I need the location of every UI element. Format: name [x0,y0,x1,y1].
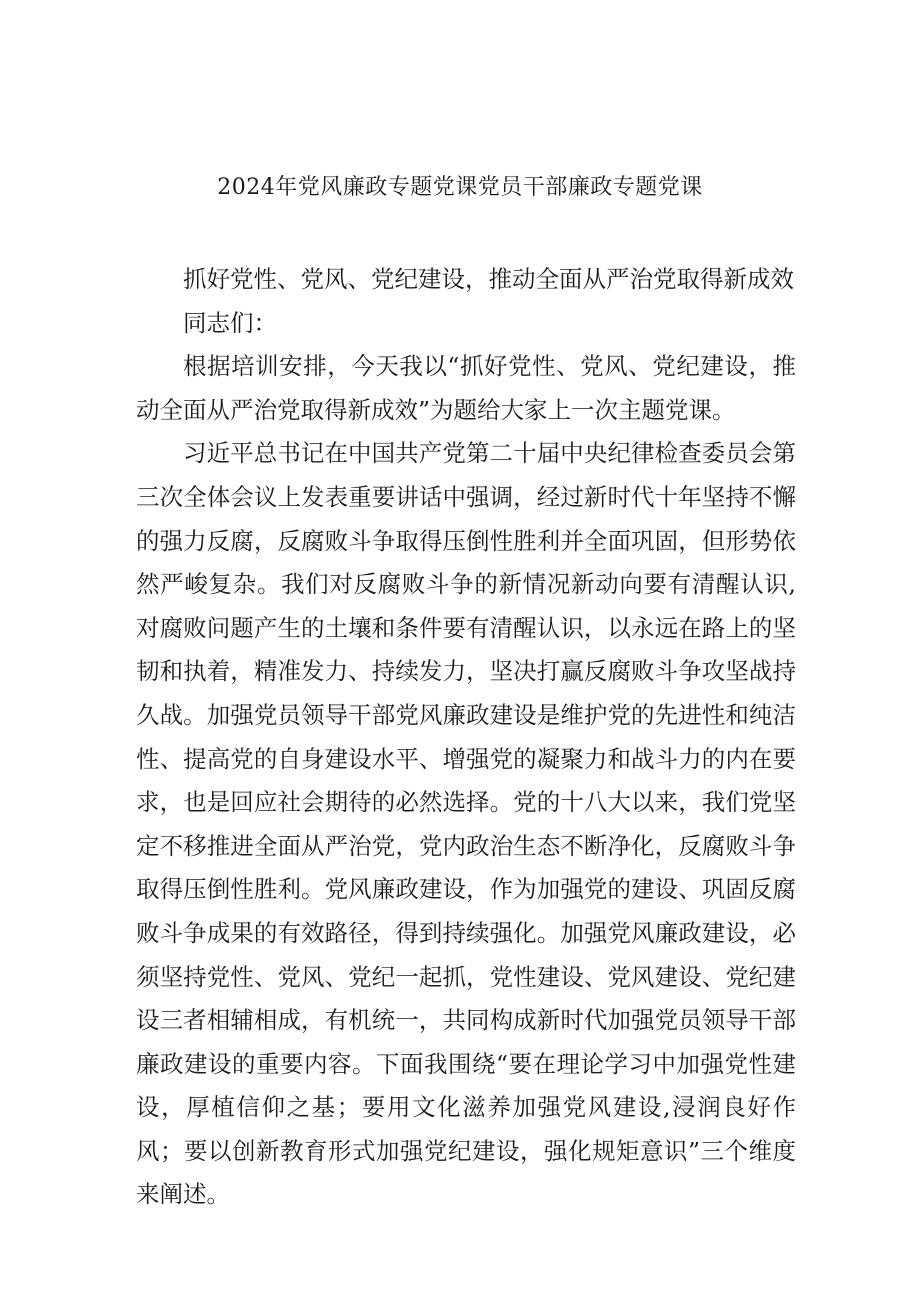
salutation: 同志们： [183,308,277,337]
document-title: 2024年党风廉政专题党课党员干部廉政专题党课 [217,175,703,200]
document-body [136,258,796,1217]
lecture-subtitle: 抓好党性、党风、党纪建设，推动全面从严治党取得新成效 [183,265,794,293]
main-paragraph: 习近平总书记在中国共产党第二十届中央纪律检查委员会第三次全体会议上发表重要讲话中强调，经过新时代十年坚持不懈的强力反腐，反腐败斗争取得压倒性胜利并全面巩固，但形势依然严峻复杂。我们对反腐败斗争的新情况新动向要有清醒认识,对腐败问题产生的土壤和条件要有清醒认识，以永远在路上的坚韧和执着，精准发力、持续发力，坚决打赢反腐败斗争攻坚战持久战。加强党员领导干部党风廉政建设是维护党的先进性和纯洁性、提高党的自身建设水平、增强党的凝聚力和战斗力的内在要求，也是回应社会期待的必然选择。党的十八大以来，我们党坚定不移推进全面从严治党，党内政治生态不断净化，反腐败斗争取得压倒性胜利。党风廉政建设，作为加强党的建设、巩固反腐败斗争成果的有效路径，得到持续强化。加强党风廉政建设，必须坚持党性、党风、党纪一起抓，党性建设、党风建设、党纪建设三者相辅相成，有机统一，共同构成新时代加强党员领导干部廉政建设的重要内容。下面我围绕“要在理论学习中加强党性建设，厚植信仰之基；要用文化滋养加强党风建设,浸润良好作风；要以创新教育形式加强党纪建设，强化规矩意识”三个维度来阐述。 [136,439,796,1209]
intro-paragraph: 根据培训安排，今天我以“抓好党性、党风、党纪建设，推动全面从严治党取得新成效”为题给大家上一次主题党课。 [136,352,796,424]
